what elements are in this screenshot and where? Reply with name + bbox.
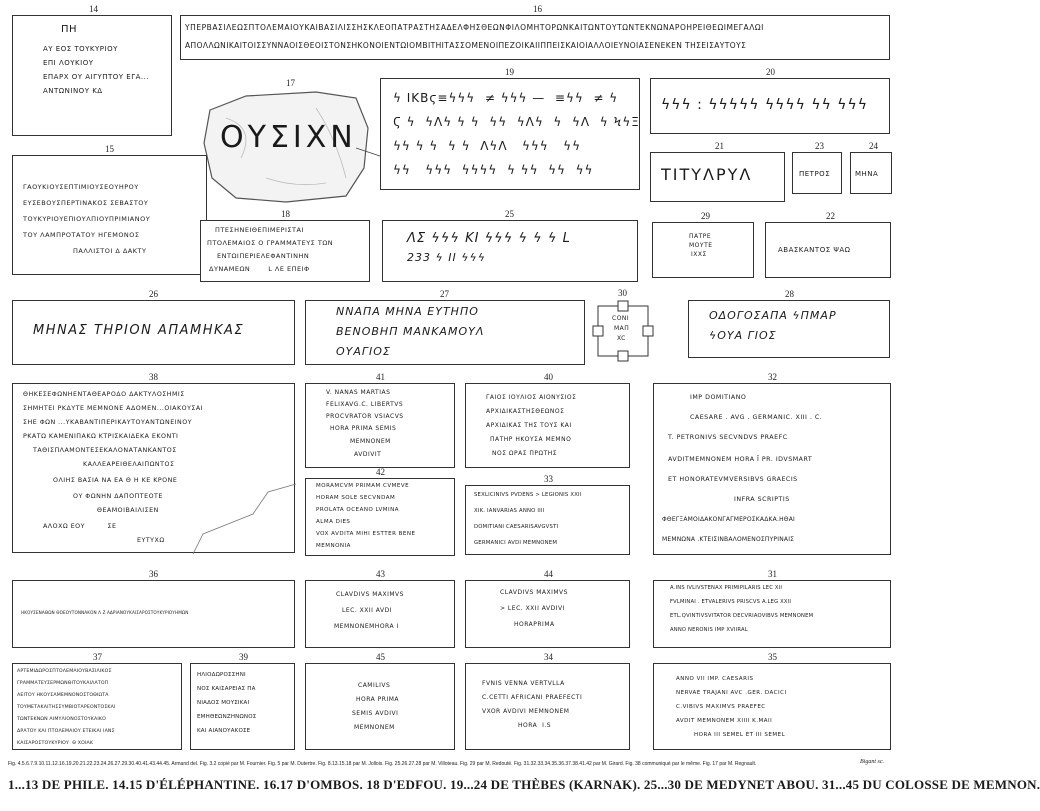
inscription-line: PROLATA OCEANO LVMINA: [316, 507, 400, 513]
panel-number: 28: [785, 289, 794, 299]
panel-44: [465, 569, 630, 648]
inscription-line: INFRA SCRIPTIS: [734, 496, 790, 503]
inscription-line: > LEC. XXII AVDIVI: [500, 605, 565, 612]
panel-number: 40: [544, 372, 553, 382]
panel-45: [305, 652, 455, 750]
inscription-line: AVDIT MEMNONEM XIIII K.MAII: [676, 718, 773, 724]
inscription-line: V. NANAS MARTIAS: [326, 389, 391, 396]
panel-23: [792, 141, 842, 194]
inscription-line: NERVAE TRAJANI AVC .GER. DACICI: [676, 690, 787, 696]
inscription-line: ET HONORATEVMVERSIBVS GRAECIS: [668, 476, 798, 483]
inscription-line: HORA I.S: [518, 722, 552, 729]
panel-43: [305, 569, 455, 648]
panel-number: 44: [544, 569, 553, 579]
inscription-line: ΠΕΤΡΟΣ: [799, 170, 831, 178]
inscription-line: MORAMCVM PRIMAM CVMEVE: [316, 483, 410, 489]
panel-19: [380, 67, 640, 190]
inscription-line: A.INS IVLIVSTENAX PRIMIPILARIS LEC XII: [670, 585, 783, 591]
inscription-line: ΜΑΠ: [614, 325, 630, 332]
inscription-line: ΕΠΑΡΧ ΟΥ ΑΙΓΥΠΤΟΥ ΕΓΑ...: [43, 73, 150, 81]
inscription-line: ΙΧΧΣ: [691, 251, 707, 258]
inscription-line: ΑΛΟΧΩ ΕΟΥ ΣΕ: [43, 523, 117, 530]
inscription-line: ϟϟ ϟ ϟ ϟ ϟ ΛϟΛ ϟϟϟ ϟϟ: [393, 139, 581, 153]
inscription-line: VXOR AVDIVI MEMNONEM: [482, 708, 570, 715]
inscription-line: ΜΗΝΑ: [855, 170, 879, 178]
inscription-line: HORA III SEMEL ET III SEMEL: [694, 732, 786, 738]
inscription-line: ΝΟΣ ΩΡΑΣ ΠΡΩΤΗΣ: [492, 450, 558, 457]
panel-17: [196, 78, 376, 208]
panel-number: 35: [768, 652, 777, 662]
panel-34: [465, 652, 630, 750]
engraver-signature: Bigant sc.: [860, 759, 884, 765]
inscription-line: SEMIS AVDIVI: [352, 710, 399, 717]
panel-38: [12, 372, 295, 553]
inscription-line: SEXLICINIVS PVDENS > LEGIONIS XXII: [474, 492, 582, 498]
panel-number: 33: [544, 474, 553, 484]
inscription-line: ΘΗΚΕΣΕΦΩΝΗΕΝΤΑΘΕΑΡΟΔΟ ΔΑΚΤΥΛΟΣΗΜΙΣ: [23, 391, 185, 398]
panel-37: [12, 652, 182, 750]
panel-number: 15: [105, 144, 114, 154]
inscription-line: ΓΑΟΥΚΙΟΥΣΕΠΤΙΜΙΟΥΣΕΟΥΗΡΟΥ: [23, 183, 139, 191]
credits-caption: Fig. 4.5.6.7.9.10.11.12.16.19.20.21.22.23.24.26.27.29.30.40.41.43.44.45. Armand del. Fig. 3.2 copié par M. Fournier. Fig. 5 par M. Dutertre. Fig. 8.13.15.18 par M. Jollois. Fig. 25.26.27.28 par M. Villoteau. Fig. 29 par M. Redouté. Fig. 31.32.33.34.35.36.37.38.41.42 par M. Girard. Fig. 38 communiqué par le même. Fig. 17 par M. Regnault.: [8, 761, 757, 767]
inscription-line: ANNO VII IMP. CAESARIS: [676, 676, 754, 682]
inscription-line: C.CETTI AFRICANI PRAEFECTI: [482, 694, 583, 701]
inscription-line: CONI: [612, 315, 630, 322]
inscription-line: IMP DOMITIANO: [690, 394, 747, 401]
panel-30: [592, 288, 654, 362]
inscription-line: ϟΟΥΑ ΓΙΟΣ: [709, 329, 777, 342]
inscription-line: ΔΥΝΑΜΕΩΝ L ΛΕ ΕΠΕΙΦ: [209, 265, 310, 273]
panel-number: 20: [766, 67, 775, 77]
panel-27: [305, 289, 585, 365]
panel-number: 45: [376, 652, 385, 662]
inscription-line: ANNO NERONIS IMP XVIIRAL: [670, 627, 748, 633]
inscription-line: ΑΡΤΕΜΙΔΩΡΟΣΠΤΟΛΕΜΑΙΟΥΒΑΣΙΛΙΚΟΣ: [17, 669, 112, 674]
inscription-line: FVLMINAI . ETVALERIVS PRISCVS A.LEG XXII: [670, 599, 792, 605]
panel-number: 18: [281, 209, 290, 219]
panel-16: [180, 4, 890, 60]
panel-41: [305, 372, 455, 468]
inscription-line: ΑΡΧΙΔΙΚΑΣ ΤΗΣ ΤΟΥΣ ΚΑΙ: [486, 422, 572, 429]
inscription-line: ΟΥΑΓΙΟΣ: [336, 345, 391, 358]
panel-number: 14: [89, 4, 98, 14]
panel-number: 23: [815, 141, 824, 151]
panel-number: 36: [149, 569, 158, 579]
panel-number: 43: [376, 569, 385, 579]
panel-number: 42: [376, 467, 385, 477]
inscription-line: ΑΕΙΤΟΥ ΗΚΟΥΣΑΜΕΜΝΟΝΟΣΤΟΘΙΩΤΑ: [17, 693, 109, 698]
inscription-line: ΦΘΕΓΞΑΜΟΙΔΑΚΟΝΓΑΓΜΕΡΟΣΚΑΔΚΑ.ΗΘΑΙ: [662, 516, 795, 523]
inscription-line: ΠΑΤΗΡ ΗΚΟΥΣΑ ΜΕΜΝΟ: [490, 436, 572, 443]
panel-29: [652, 211, 754, 278]
panel-15: [12, 144, 207, 275]
inscription-line: VOX AVDITA MIHI ESTTER BENE: [316, 531, 416, 537]
inscription-line: ΕΝΤΩΙΠΕΡΙΕΛΕΦΑΝΤΙΝΗΝ: [217, 252, 310, 260]
panel-number: 21: [715, 141, 724, 151]
inscription-line: ΜΕΜΝΩΝΑ .ΚΤΕΙΣΙΝΒΑΛΟΜΕΝΟΣΠΥΡΙΝΑΙΣ: [662, 536, 795, 543]
inscription-line: ΕΜΗΘΕΩΝΖΗΝΩΝΟΣ: [197, 714, 257, 720]
panel-number: 22: [826, 211, 835, 221]
panel-20: [650, 67, 890, 134]
inscription-line: ΜΗΝΑΣ ΤΗΡΙΟΝ ΑΠΑΜΗΚΑΣ: [33, 323, 245, 338]
inscription-line: GERMANICI AVDI MEMNONEM: [474, 540, 558, 546]
inscription-line: ΠΗ: [61, 24, 78, 35]
inscription-line: MEMNONEMHORA I: [334, 623, 399, 630]
inscription-line: MEMNONEM: [350, 438, 391, 445]
inscription-line: CLAVDIVS MAXIMVS: [500, 589, 568, 596]
inscription-line: FELIXAVG.C. LIBERTVS: [326, 401, 404, 408]
inscription-line: ΤΟΥ ΛΑΜΠΡΟΤΑΤΟΥ ΗΓΕΜΟΝΟΣ: [23, 231, 140, 239]
panel-33: [465, 474, 630, 555]
panel-number: 34: [544, 652, 553, 662]
inscription-line: ϟϟ ϟϟϟ ϟϟϟϟ ϟ ϟϟ ϟϟ ϟϟ: [393, 163, 594, 177]
inscription-line: CLAVDIVS MAXIMVS: [336, 591, 404, 598]
inscription-line: ΟΔΟΓΟΣΑΠΑ ϟΠΜΑΡ: [709, 309, 837, 322]
inscription-line: ΕΥΣΕΒΟΥΣΠΕΡΤΙΝΑΚΟΣ ΣΕΒΑΣΤΟΥ: [23, 199, 149, 207]
inscription-line: XC: [617, 335, 626, 342]
panel-26: [12, 289, 295, 365]
inscription-line: ΕΠΙ ΛΟΥΚΙΟΥ: [43, 59, 94, 67]
inscription-line: ΚΑΙ ΑΙΑΝΟΥΑΚΟΣΕ: [197, 728, 251, 734]
panel-25: [382, 209, 638, 282]
inscription-line: ΑΥ ΕΟΣ ΤΟΥΚΥΡΙΟΥ: [43, 45, 118, 53]
inscription-line: ΗΛΙΟΔΩΡΟΣΣΗΝΙ: [197, 672, 246, 678]
inscription-line: CAMILIVS: [358, 682, 391, 689]
panel-number: 39: [239, 652, 248, 662]
panel-number: 24: [869, 141, 878, 151]
inscription-line: AVDITMEMNONEM HORA Ī PR. IDVSMART: [668, 456, 813, 463]
inscription-line: XIK. IANVARIAS ANNO IIII: [474, 508, 545, 514]
panel-number: 41: [376, 372, 385, 382]
inscription-line: MEMNONEM: [354, 724, 395, 731]
inscription-line: ϟ ΙΚΒϛ≡ϟϟϟ ≠ ϟϟϟ — ≡ϟϟ ≠ ϟ: [393, 91, 619, 105]
inscription-line: ΓΑΙΟΣ ΙΟΥΛΙΟΣ ΑΙΟΝΥΣΙΟΣ: [486, 394, 577, 401]
inscription-line: ϟϟϟ : ϟϟϟϟϟ ϟϟϟϟ ϟϟ ϟϟϟ: [661, 97, 868, 113]
panel-number: 37: [93, 652, 102, 662]
panel-39: [190, 652, 295, 750]
inscription-line: FVNIS VENNA VERTVLLA: [482, 680, 565, 687]
inscription-line: MEMNONIA: [316, 543, 351, 549]
panel-35: [653, 652, 891, 750]
inscription-line: LEC. XXII AVDI: [342, 607, 393, 614]
inscription-line: Ϛ ϟ ϟΛϟ ϟ ϟ ϟϟ ϟΛϟ ϟ ϟΛ ϟ ϞϟΞ: [393, 115, 640, 129]
inscription-line: 233 ϟ ΙΙ ϟϟϟ: [407, 251, 486, 264]
inscription-line: PROCVRATOR VSIACVS: [326, 413, 404, 420]
panel-number: 19: [505, 67, 514, 77]
panel-number: 26: [149, 289, 158, 299]
inscription-line: ΚΑΙΣΑΡΟΣΤΟΥΚΥΡΙΟΥ Θ ΧΟΙΑΚ: [17, 741, 94, 746]
inscription-line: ΝΝΑΠΑ ΜΗΝΑ ΕΥΤΗΠΟ: [336, 305, 479, 318]
inscription-line: T. PETRONIVS SECVNDVS PRAEFC: [668, 434, 788, 441]
inscription-line: ΥΠΕΡΒΑΣΙΛΕΩΣΠΤΟΛΕΜΑΙΟΥΚΑΙΒΑΣΙΛΙΣΣΗΣΚΛΕΟΠΑΤΡΑΣΤΗΣΑΔΕΛΦΗΣΘΕΩΝΦΙΛΟΜΗΤΟΡΩΝΚΑΙΤΩΝΤΟΥΤΩΝΤΕΚΝΩΝΑΡΟΗΡΕΙΘΕΩΙΜΕΓΑΛΩΙ: [185, 23, 764, 32]
panel-28: [688, 289, 890, 358]
inscription-line: HORA PRIMA: [356, 696, 400, 703]
inscription-line: AVDIVIT: [354, 451, 382, 458]
inscription-line: HORAPRIMA: [514, 621, 555, 628]
inscription-line: ALMA DIES: [316, 519, 351, 525]
inscription-line: ΚΑΛΛΕΑΡΕΙΘΕΛΑΙΠΩΝΤΟΣ: [83, 461, 175, 468]
inscription-line: ΠΤΟΛΕΜΑΙΟΣ Ο ΓΡΑΜΜΑΤΕΥΣ ΤΩΝ: [207, 239, 334, 247]
inscription-line: ΕΥΤΥΧΩ: [137, 537, 165, 544]
panel-42: [305, 467, 455, 556]
inscription-line: ΘΕΑΜΟΙΒΑΙΛΙΣΕΝ: [97, 507, 159, 514]
inscription-line: HORAM SOLE SECVNDAM: [316, 495, 396, 501]
inscription-line: ΤΟΥΚΥΡΙΟΥΕΠΙΟΥΛΠΙΟΥΠΡΙΜΙΑΝΟΥ: [23, 215, 151, 223]
panel-number: 27: [440, 289, 449, 299]
inscription-line: ΤΟΥΜΕΤΑΚΑΙΤΗΣΣΥΜΒΙΟΤΑΡΕΟΝΤΟΣΚΑΙ: [17, 705, 116, 710]
inscription-line: ΔΡΑΤΟΥ ΚΑΙ ΠΤΟΛΕΜΑΙΟΥ ΕΤΕΙΚΑΙ ΙΑΝΣ: [17, 729, 115, 734]
inscription-line: CAESARE . AVG . GERMANIC. XIII . C.: [690, 414, 823, 421]
inscription-line: ΟΥ ΦΩΝΗΝ ΔΑΠΟΠΤΕΟΤΕ: [73, 493, 163, 500]
panel-number: 16: [533, 4, 542, 14]
panel-21: [650, 141, 785, 202]
inscription-line: ΒΕΝΟΒΗΠ ΜΑΝΚΑΜΟΥΛ: [336, 325, 485, 338]
inscription-line: ΠΑΤΡΕ: [689, 233, 712, 240]
inscription-line: ΣΗΜΗΤΕΙ ΡΚΔΥΤΕ ΜΕΜΝΟΝΕ ΑΔΟΜΕΝ...ΟΙΑΚΟΥΣΑΙ: [23, 405, 204, 412]
inscription-line: C.VIBIVS MAXIMVS PRAEFEC: [676, 704, 766, 710]
panel-number: 30: [618, 288, 627, 298]
panel-number: 31: [768, 569, 777, 579]
panel-22: [765, 211, 891, 278]
inscription-line: ΑΠΟΛΛΩΝΙΚΑΙΤΟΙΣΣΥΝΝΑΟΙΣΘΕΟΙΣΤΟΝΣΗΚΟΝΟΙΕΝΤΩΙΟΜΒΙΤΗΙΤΑΣΣΟΜΕΝΟΙΠΕΖΟΙΚΑΙΙΠΠΕΙΣΚΑΙΟΙΑΛΛΟΙΕΥΝΟΙΑΣΕΝΕΚΕΝ ΤΗΣΕΙΣΑΥΤΟΥΣ: [185, 41, 747, 50]
plate-title: 1...13 DE PHILE. 14.15 D'ÉLÉPHANTINE. 16.17 D'OMBOS. 18 D'EDFOU. 19...24 DE THÈBES (KARNAK). 25...30 DE MEDYNET ABOU. 31...45 DU COLOSSE DE MEMNON.: [8, 777, 1040, 792]
inscription-line: DOMITIANI CAESARISAVGVSTI: [474, 524, 559, 530]
inscription-line: ΤΩΝΤΕΚΝΩΝ ΑΙΜΥΛΙΟΝΟΣΤΟΥΚΑΙΚΟ: [17, 717, 106, 722]
inscription-line: ΑΒΑΣΚΑΝΤΟΣ ΨΑΩ: [778, 246, 851, 254]
inscription-line: ΝΙΑΔΟΣ ΜΟΥΣΙΚΑΙ: [197, 700, 250, 706]
panel-24: [850, 141, 892, 194]
panel-40: [465, 372, 630, 468]
panel-18: [200, 209, 370, 282]
panel-number: 38: [149, 372, 158, 382]
inscription-line: ΠΤΕΣΗΝΕΙΘΕΠΙΜΕΡΙΣΤΑΙ: [215, 226, 304, 234]
inscription-line: ETL.QVINTIVSVITATOR DECVRIAOVIBVS MEMNONEM: [670, 613, 814, 619]
inscription-line: ΡΚΑΤΩ ΚΑΜΕΝΙΠΑΚΩ ΚΤΡΙΣΚΑΙΔΕΚΑ ΕΚΟΝΤΙ: [23, 433, 179, 440]
panel-31: [653, 569, 891, 648]
inscription-line: ΣΗΕ ΦΩΝ ...ΥΚΑΒΑΝΤΙΠΕΡΙΚΑΥΤΟΥΑΝΤΩΝΕΙΝΟΥ: [23, 419, 193, 426]
inscription-line: ΝΟΣ ΚΑΙΣΑΡΕΙΑΣ ΠΑ: [197, 686, 256, 692]
panel-32: [653, 372, 891, 555]
panel-number: 29: [701, 211, 710, 221]
inscription-line: ΤΙΤΥΛΡΥΛ: [661, 165, 753, 184]
inscription-line: HORA PRIMA SEMIS: [330, 425, 397, 432]
inscription-line: ΤΑΘΙΣΠΛΑΜΟΝΤΕΣΕΚΑΛΟΝΑΤΑΝΚΑΝΤΟΣ: [33, 447, 177, 454]
panel-number: 17: [286, 78, 295, 88]
panel-36: [12, 569, 295, 648]
inscription-line: ΠΑΛΛΙΣΤΟΙ Δ ΔΑΚΤΥ: [73, 247, 147, 255]
inscription-line: ΟΛΙΗΣ ΒΑΣΙΑ ΝΑ ΕΑ Θ Η ΚΕ ΚΡΟΝΕ: [53, 477, 178, 484]
inscription-line: ΟΥΣΙΧΝ: [220, 120, 357, 155]
panel-number: 32: [768, 372, 777, 382]
panel-14: [12, 4, 172, 136]
panel-number: 25: [505, 209, 514, 219]
inscription-line: ΛΣ ϟϟϟ ΚΙ ϟϟϟ ϟ ϟ ϟ L: [407, 231, 571, 246]
inscription-line: ΓΡΑΜΜΑΤΕΥΣΕΡΜΩΝΘΙΤΟΥΚΑΙΛΑΤΟΠ: [17, 681, 109, 686]
inscription-line: ΑΡΧΙΔΙΚΑΣΤΗΣΘΕΩΝΟΣ: [486, 408, 565, 415]
inscription-line: ΜΟΥΤΕ: [689, 242, 713, 249]
inscription-line: ΗΚΟΥΣΕΝΑΘΩΝ ΘΟΕΟΥΤΟΝΝΑΚΟΝ Λ Ζ ΑΔΡΙΑΝΟΥΚΑΙΣΑΡΟΣΤΟΥΚΥΡΙΟΥΗΜΩΝ: [21, 610, 189, 615]
inscription-line: ΑΝΤΩΝΙΝΟΥ ΚΔ: [43, 87, 103, 95]
